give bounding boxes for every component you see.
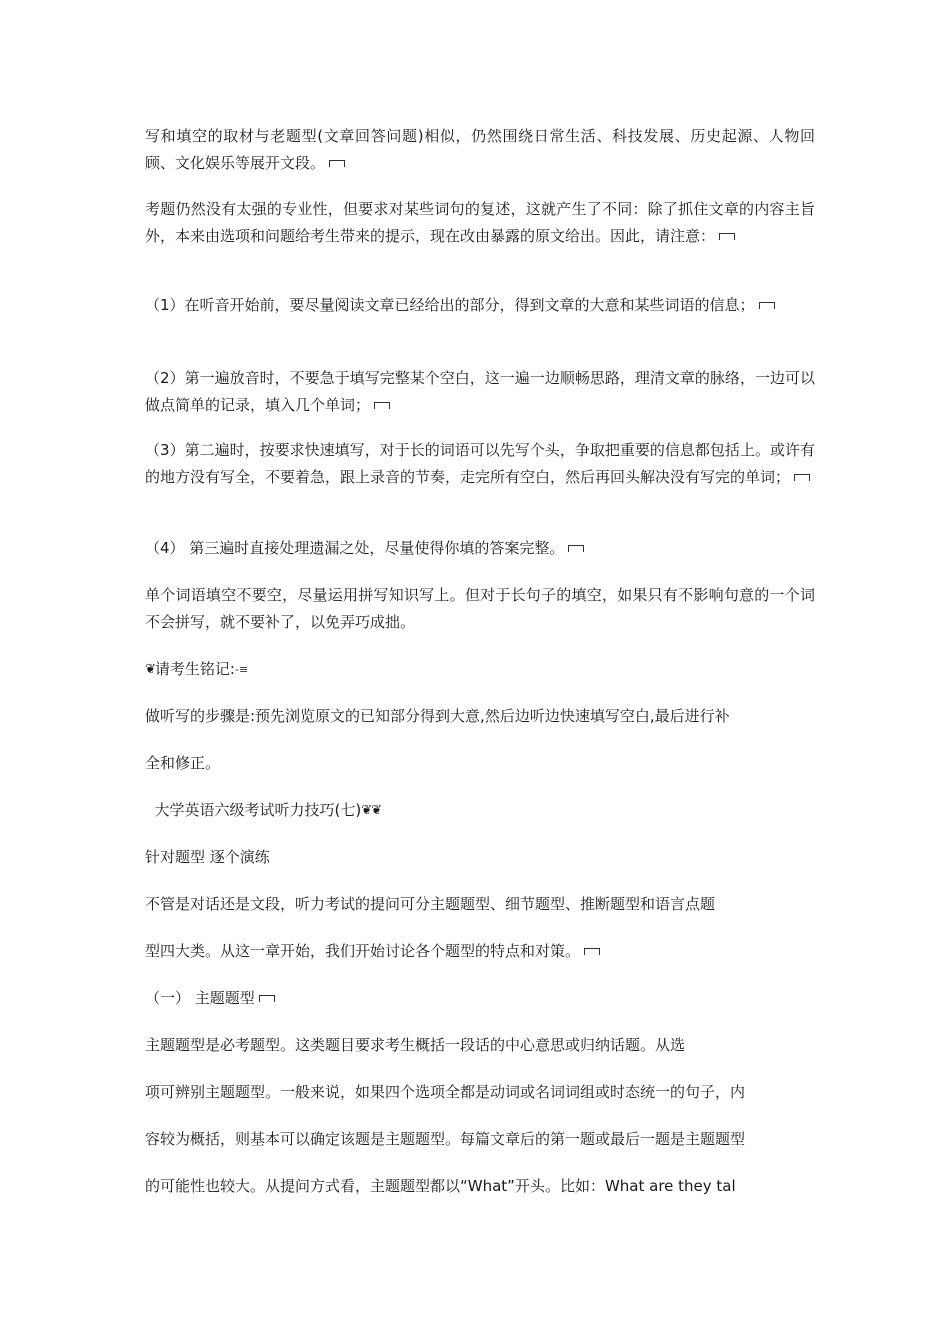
paragraph: 容较为概括，则基本可以确定该题是主题题型。每篇文章后的第一题或最后一题是主题题型 <box>145 1130 746 1148</box>
paragraph: （3）第二遍时，按要求快速填写，对于长的词语可以先写个头，争取把重要的信息都包括上。或许有的地方没有写全，不要着急，跟上录音的节奏，走完所有空白，然后再回头解决没有写完的单词； <box>145 441 815 486</box>
paragraph-mark-icon <box>794 474 810 481</box>
paragraph-mark-icon <box>759 302 775 309</box>
paragraph: 针对题型 逐个演练 <box>145 848 270 866</box>
paragraph-mark-icon <box>259 995 275 1002</box>
paragraph: 主题题型是必考题型。这类题目要求考生概括一段话的中心意思或归纳话题。从选 <box>145 1036 686 1054</box>
paragraph: 考题仍然没有太强的专业性，但要求对某些词句的复述，这就产生了不同：除了抓住文章的内容主旨外，本来由选项和问题给考生带来的提示，现在改由暴露的原文给出。因此，请注意： <box>145 200 815 245</box>
paragraph: 写和填空的取材与老题型(文章回答问题)相似，仍然围绕日常生活、科技发展、历史起源、人物回顾、文化娱乐等展开文段。 <box>145 127 815 172</box>
line-end-mark-icon: -≡ <box>234 663 249 676</box>
paragraph: 全和修正。 <box>145 754 221 772</box>
paragraph: （1）在听音开始前，要尽量阅读文章已经给出的部分，得到文章的大意和某些词语的信息； <box>145 292 815 319</box>
paragraph: 型四大类。从这一章开始，我们开始讨论各个题型的特点和对策。 <box>145 938 815 965</box>
paragraph: 项可辨别主题题型。一般来说，如果四个选项全都是动词或名词词组或时态统一的句子，内 <box>145 1083 746 1101</box>
paragraph: （4） 第三遍时直接处理遗漏之处，尽量使得你填的答案完整。 <box>145 535 815 562</box>
paragraph-mark-icon <box>584 948 600 955</box>
paragraph-mark-icon <box>329 160 345 167</box>
paragraph: 做听写的步骤是:预先浏览原文的已知部分得到大意,然后边听边快速填写空白,最后进行补 <box>145 707 730 725</box>
swirl-ornament-icon: ❦❦ <box>361 803 382 818</box>
swirl-ornament-icon: ❦ <box>145 662 155 677</box>
paragraph: 不管是对话还是文段，听力考试的提问可分主题题型、细节题型、推断题型和语言点题 <box>145 895 716 913</box>
paragraph: ❦请考生铭记:-≡ <box>145 656 815 683</box>
paragraph-mark-icon <box>568 545 584 552</box>
paragraph: 单个词语填空不要空，尽量运用拼写知识写上。但对于长句子的填空，如果只有不影响句意的一个词不会拼写，就不要补了，以免弄巧成拙。 <box>145 586 815 631</box>
paragraph: 的可能性也较大。从提问方式看，主题题型都以“What”开头。比如：What are they tal <box>145 1177 736 1195</box>
section-heading: 大学英语六级考试听力技巧(七)❦❦ <box>145 797 815 824</box>
paragraph: （2）第一遍放音时，不要急于填写完整某个空白，这一遍一边顺畅思路，理清文章的脉络，一边可以做点简单的记录，填入几个单词； <box>145 369 815 414</box>
paragraph-mark-icon <box>374 402 390 409</box>
paragraph: （一） 主题题型 <box>145 985 815 1012</box>
paragraph-mark-icon <box>719 233 735 240</box>
